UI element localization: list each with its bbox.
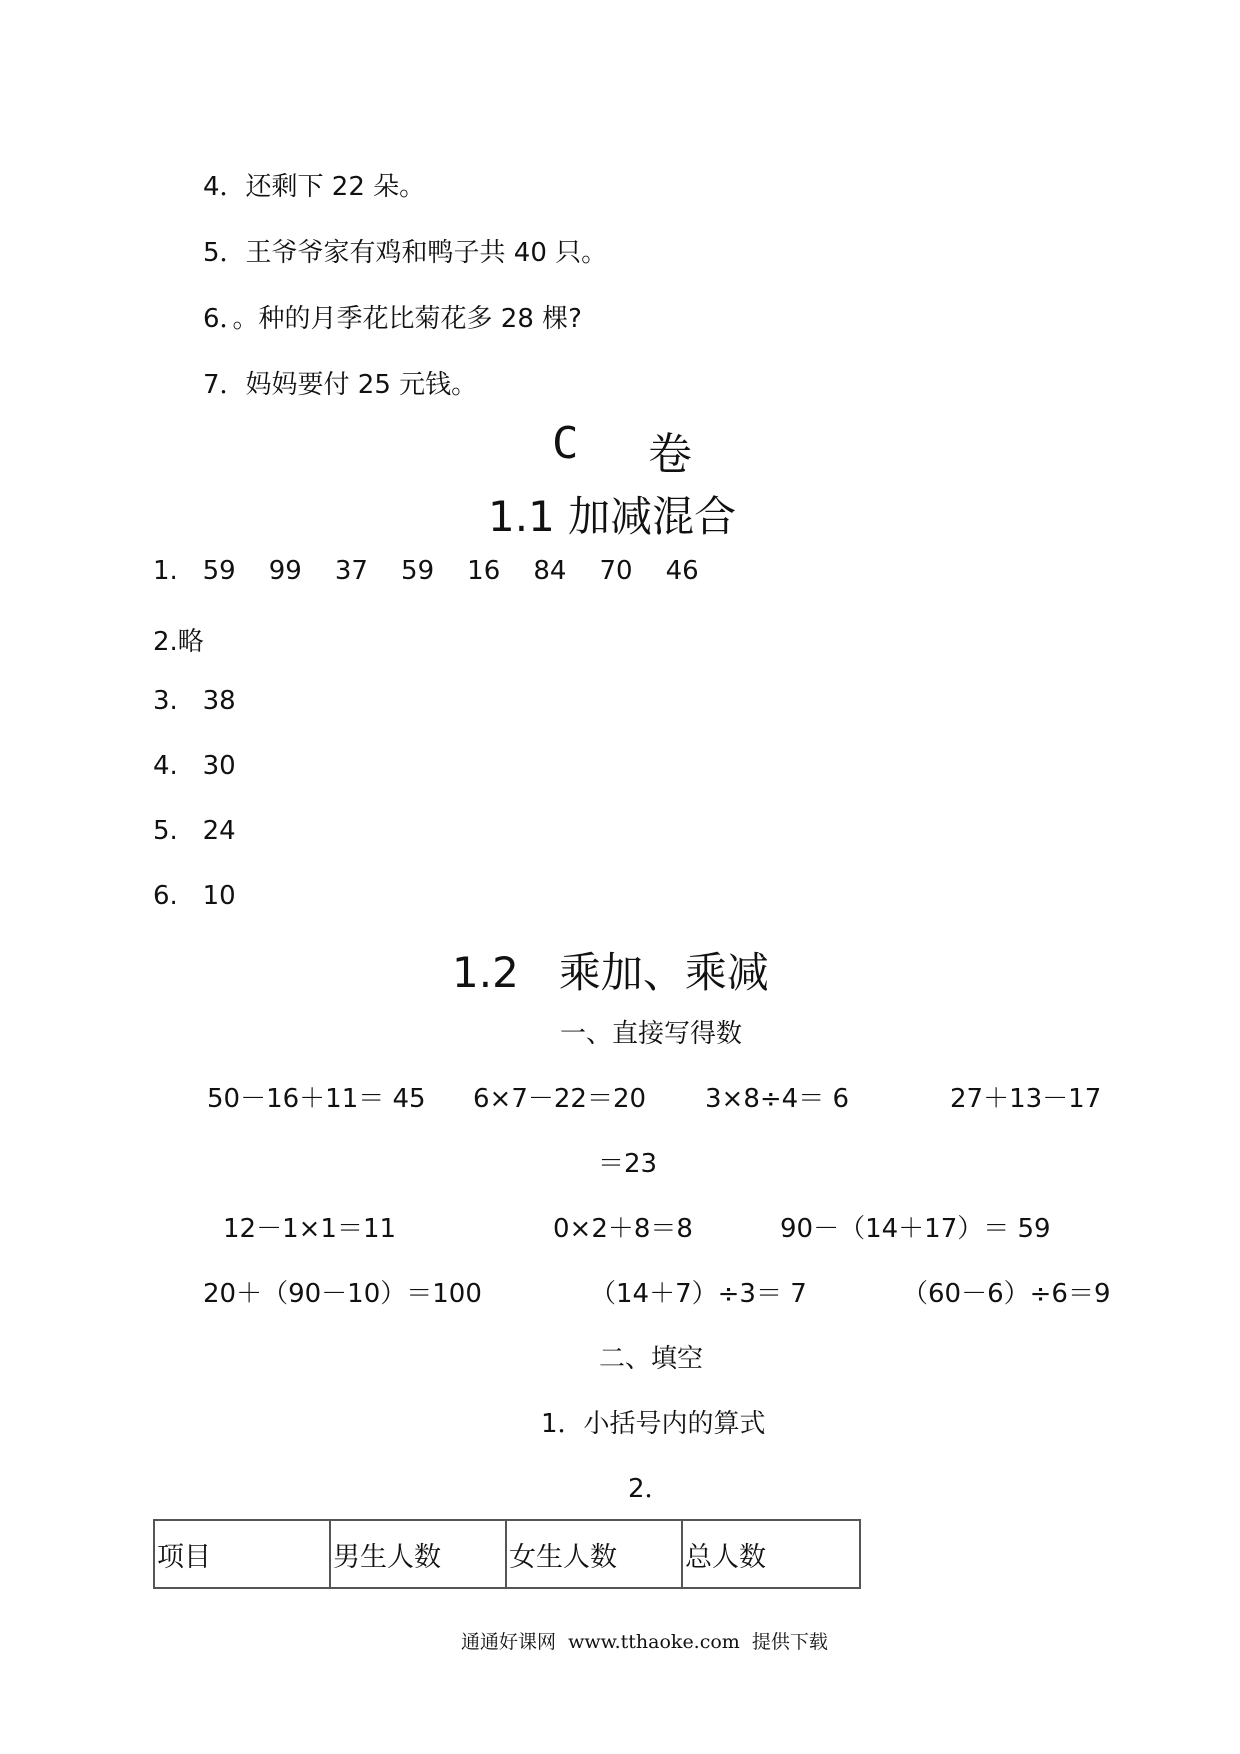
- equation-8: 20＋（90－10）＝100: [203, 1279, 482, 1309]
- table-header-boys: 男生人数: [331, 1521, 507, 1587]
- equation-1: 50－16＋11＝ 45: [207, 1084, 426, 1114]
- section-c-letter: C: [552, 418, 579, 469]
- equation-3: 3×8÷4＝ 6: [705, 1084, 850, 1114]
- answer-6: 6．。种的月季花比菊花多 28 棵?: [203, 304, 582, 334]
- part-2-heading: 二、填空: [599, 1344, 704, 1374]
- s11-q3: 3. 38: [153, 686, 236, 716]
- s11-q5: 5. 24: [153, 816, 236, 846]
- fill-item-2: 2．: [628, 1474, 671, 1504]
- s11-q4: 4. 30: [153, 751, 236, 781]
- s11-q1: 1. 59 99 37 59 16 84 70 46: [153, 556, 699, 586]
- s11-q6: 6. 10: [153, 881, 236, 911]
- equation-10: （60－6）÷6＝9: [902, 1279, 1111, 1309]
- equation-4-result: ＝23: [598, 1149, 658, 1179]
- equation-6: 0×2＋8＝8: [553, 1214, 693, 1244]
- section-1-2-title: 1.2 乘加、乘减: [452, 948, 769, 997]
- section-c-char: 卷: [648, 429, 692, 480]
- answer-5: 5．王爷爷家有鸡和鸭子共 40 只。: [203, 238, 608, 268]
- equation-4: 27＋13－17: [950, 1084, 1102, 1114]
- equation-7: 90－（14＋17）＝ 59: [780, 1214, 1051, 1244]
- section-1-1-title: 1.1 加减混合: [488, 492, 737, 541]
- data-table: [153, 1519, 861, 1589]
- page-footer: 通通好课网 www.tthaoke.com 提供下载: [461, 1631, 828, 1653]
- fill-item-1: 1．小括号内的算式: [541, 1409, 766, 1439]
- s11-q2: 2.略: [153, 627, 204, 657]
- equation-2: 6×7－22＝20: [473, 1084, 647, 1114]
- answer-4: 4．还剩下 22 朵。: [203, 172, 426, 202]
- equation-5: 12－1×1＝11: [223, 1214, 397, 1244]
- part-1-heading: 一、直接写得数: [560, 1019, 743, 1049]
- answer-7: 7．妈妈要付 25 元钱。: [203, 370, 478, 400]
- table-header-item: 项目: [155, 1521, 331, 1587]
- equation-9: （14＋7）÷3＝ 7: [590, 1279, 807, 1309]
- table-header-girls: 女生人数: [507, 1521, 683, 1587]
- table-header-total: 总人数: [685, 1541, 766, 1573]
